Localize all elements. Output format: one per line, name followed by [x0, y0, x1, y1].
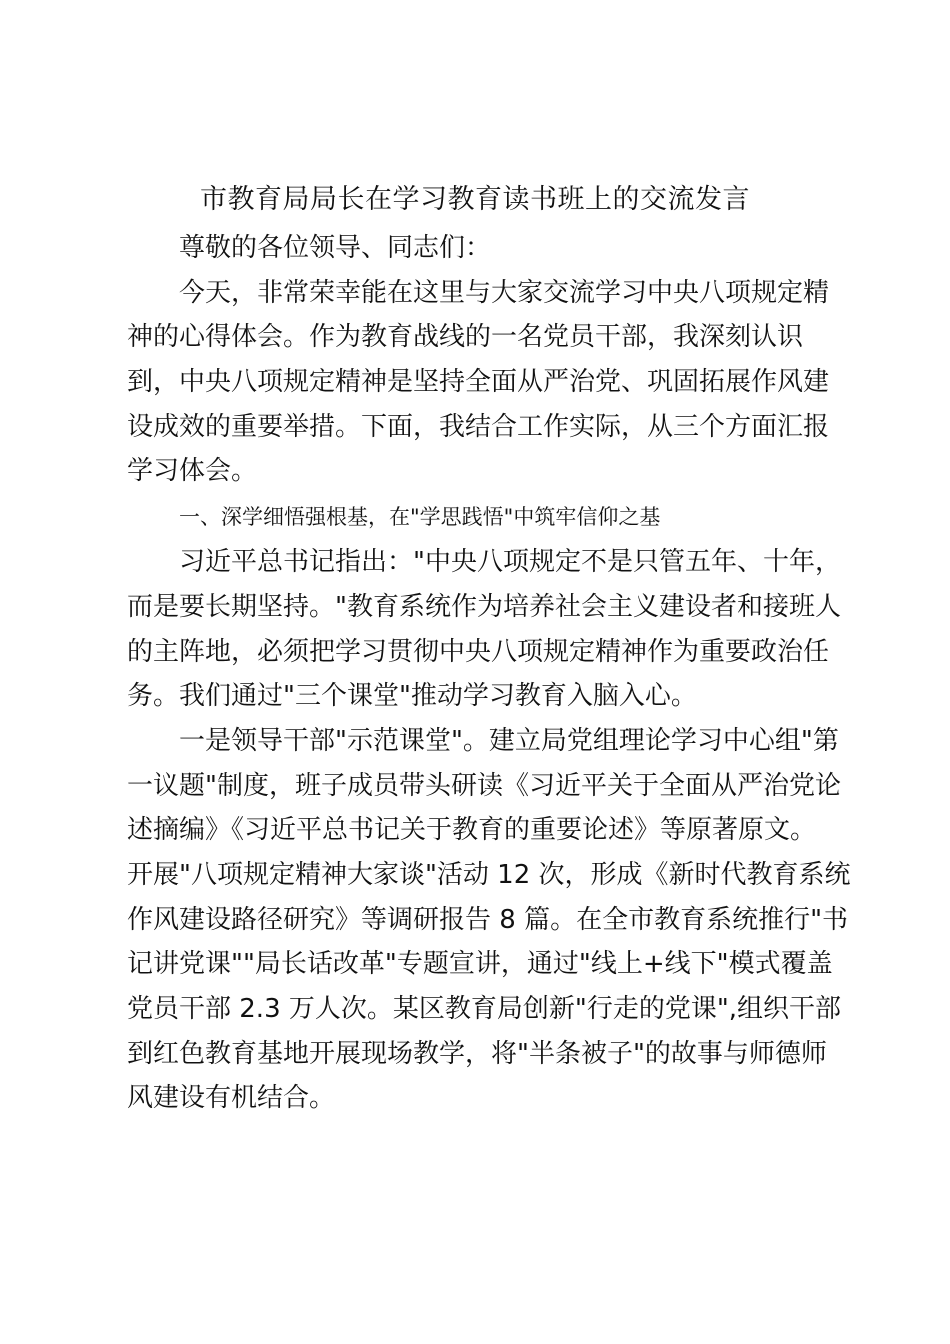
paragraph-line: 习近平总书记指出："中央八项规定不是只管五年、十年， — [179, 547, 841, 578]
paragraph-line: 风建设有机结合。 — [127, 1083, 336, 1114]
paragraph-line: 记讲党课""局长话改革"专题宣讲，通过"线上+线下"模式覆盖 — [127, 949, 833, 980]
paragraph-line: 一议题"制度，班子成员带头研读《习近平关于全面从严治党论 — [127, 770, 841, 801]
paragraph-line: 学习体会。 — [127, 456, 258, 487]
paragraph-line: 设成效的重要举措。下面，我结合工作实际，从三个方面汇报 — [127, 411, 830, 442]
paragraph-line: 今天，非常荣幸能在这里与大家交流学习中央八项规定精 — [179, 277, 830, 308]
paragraph-line: 一是领导干部"示范课堂"。建立局党组理论学习中心组"第 — [179, 725, 839, 756]
paragraph-line: 到，中央八项规定精神是坚持全面从严治党、巩固拓展作风建 — [127, 367, 830, 398]
document-body — [127, 226, 851, 1121]
paragraph-line: 而是要长期坚持。"教育系统作为培养社会主义建设者和接班人 — [127, 591, 841, 622]
section-heading: 一、深学细悟强根基，在"学思践悟"中筑牢信仰之基 — [179, 505, 661, 530]
paragraph-line: 作风建设路径研究》等调研报告 8 篇。在全市教育系统推行"书 — [127, 904, 849, 935]
paragraph-line: 述摘编》《习近平总书记关于教育的重要论述》等原著原文。 — [127, 815, 817, 846]
document-title: 市教育局局长在学习教育读书班上的交流发言 — [200, 184, 750, 215]
paragraph-line: 的主阵地，必须把学习贯彻中央八项规定精神作为重要政治任 — [127, 636, 830, 667]
paragraph-line: 务。我们通过"三个课堂"推动学习教育入脑入心。 — [127, 681, 697, 712]
paragraph-line: 党员干部 2.3 万人次。某区教育局创新"行走的党课",组织干部 — [127, 994, 842, 1024]
paragraph-line: 开展"八项规定精神大家谈"活动 12 次，形成《新时代教育系统 — [127, 859, 851, 890]
paragraph-line: 到红色教育基地开展现场教学，将"半条被子"的故事与师德师 — [127, 1038, 827, 1069]
salutation-line: 尊敬的各位领导、同志们： — [179, 233, 492, 263]
paragraph-line: 神的心得体会。作为教育战线的一名党员干部，我深刻认识 — [127, 322, 804, 353]
